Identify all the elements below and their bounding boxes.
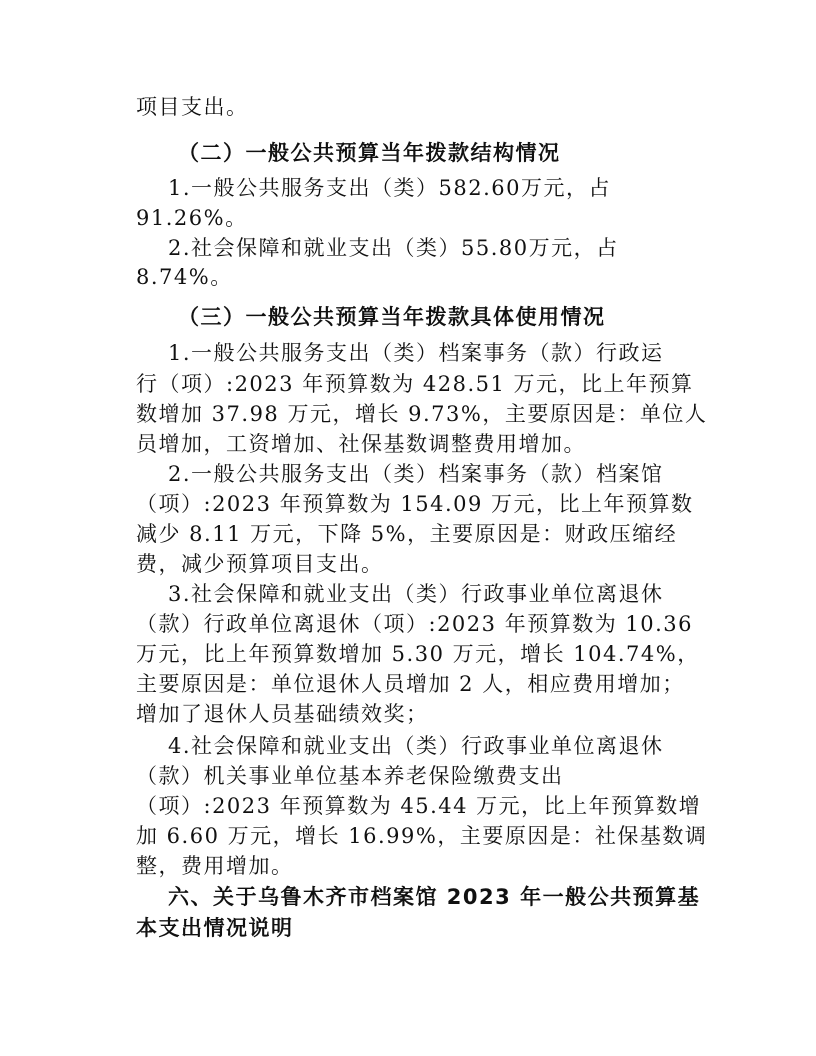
section-heading: （三）一般公共预算当年拨款具体使用情况 [178,305,606,329]
text-line: 2.社会保障和就业支出（类）55.80万元，占 [168,236,619,260]
text-line: （款）机关事业单位基本养老保险缴费支出 [136,764,564,788]
text-line: 4.社会保障和就业支出（类）行政事业单位离退休 [168,734,664,758]
text-line: 1.一般公共服务支出（类）582.60万元，占 [168,176,612,200]
text-line: （款）行政单位离退休（项）:2023 年预算数为 10.36 [136,612,693,636]
chapter-heading: 六、关于乌鲁木齐市档案馆 2023 年一般公共预算基 [168,885,701,909]
text-line: 数增加 37.98 万元，增长 9.73%，主要原因是：单位人 [136,402,708,426]
text-line: 整，费用增加。 [136,854,294,878]
text-line: 主要原因是：单位退休人员增加 2 人，相应费用增加； [136,672,685,696]
text-line: 2.一般公共服务支出（类）档案事务（款）档案馆 [168,462,664,486]
section-heading: （二）一般公共预算当年拨款结构情况 [178,141,561,165]
text-line: 行（项）:2023 年预算数为 428.51 万元，比上年预算 [136,372,694,396]
text-line: 增加了退休人员基础绩效奖； [136,702,429,726]
text-line: 加 6.60 万元，增长 16.99%，主要原因是：社保基数调 [136,824,708,848]
text-line: 1.一般公共服务支出（类）档案事务（款）行政运 [168,341,664,365]
text-line: 员增加，工资增加、社保基数调整费用增加。 [136,432,586,456]
text-line: （项）:2023 年预算数为 154.09 万元，比上年预算数 [136,492,694,516]
text-line: （项）:2023 年预算数为 45.44 万元，比上年预算数增 [136,794,702,818]
text-line: 减少 8.11 万元，下降 5%，主要原因是：财政压缩经 [136,522,678,546]
text-line: 3.社会保障和就业支出（类）行政事业单位离退休 [168,582,664,606]
chapter-heading: 本支出情况说明 [136,916,294,940]
text-line: 万元，比上年预算数增加 5.30 万元，增长 104.74%， [136,642,700,666]
text-line: 91.26%。 [136,206,248,230]
text-line: 8.74%。 [136,265,233,289]
text-line: 项目支出。 [136,95,249,119]
text-line: 费，减少预算项目支出。 [136,552,384,576]
